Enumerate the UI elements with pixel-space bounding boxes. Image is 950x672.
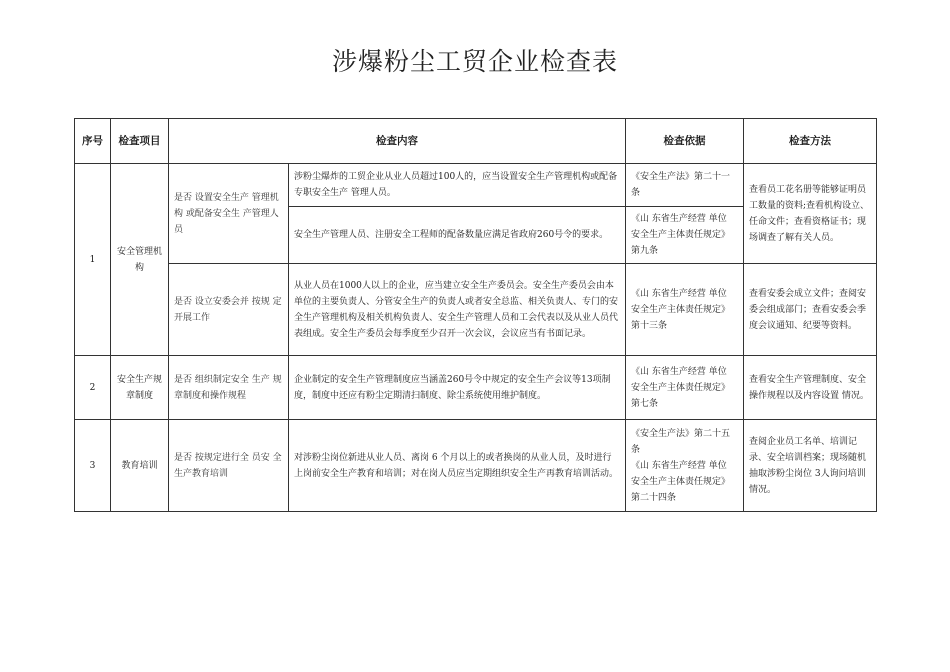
header-content: 检查内容	[169, 119, 626, 164]
check-content: 对涉粉尘岗位新进从业人员、离岗 6 个月以上的或者换岗的从业人员，及时进行上岗前安全生产教育和培训；对在岗人员应当定期组织安全生产再教育培训活动。	[289, 420, 626, 512]
check-content: 从业人员在1000人以上的企业，应当建立安全生产委员会。安全生产委员会由本单位的主要负责人、分管安全生产的负责人或者安全总监、相关负责人、专门的安全生产管理机构及相关机构负责人、安全生产管理人员和工会代表以及从业人员代表组成。安全生产委员会每季度至少召开一次会议，会议应当有书面记录。	[289, 264, 626, 356]
table-header-row	[75, 119, 877, 164]
check-basis: 《安全生产法》第二十五条	[631, 428, 731, 455]
inspection-table	[74, 118, 877, 512]
table-row	[75, 420, 877, 512]
header-basis: 检查依据	[626, 119, 744, 164]
check-item: 安全生产规章制度	[111, 356, 169, 420]
header-no: 序号	[75, 119, 111, 164]
sub-item-label: 是否 按规定进行全 员安 全生产教育培训	[169, 420, 289, 512]
row-number: 2	[75, 356, 111, 420]
check-basis: 《山 东省生产经营 单位 安全生产主体责任规定》 第九条	[626, 207, 744, 264]
check-item: 教育培训	[111, 420, 169, 512]
check-basis: 《山 东省生产经营 单位 安全生产主体责任规定》 第二十四条	[631, 460, 731, 503]
row-number: 3	[75, 420, 111, 512]
header-method: 检查方法	[744, 119, 877, 164]
check-method: 查看员工花名册等能够证明员工数量的资料;查看机构设立、任命文件；查看资格证书；现场调查了解有关人员。	[744, 164, 877, 264]
document-title: 涉爆粉尘工贸企业检查表	[331, 47, 618, 76]
sub-item-label: 是否 设置安全生产 管理机构 或配备安全生 产管理人员	[169, 164, 289, 264]
check-basis: 《山 东省生产经营 单位 安全生产主体责任规定》 第七条	[626, 356, 744, 420]
check-basis-cell	[626, 420, 744, 512]
check-item: 安全管理机构	[111, 164, 169, 356]
table-row	[75, 356, 877, 420]
check-basis: 《山 东省生产经营 单位 安全生产主体责任规定》 第十三条	[626, 264, 744, 356]
check-content: 涉粉尘爆炸的工贸企业从业人员超过100人的，应当设置安全生产管理机构或配备专职安全生产 管理人员。	[289, 164, 626, 207]
check-basis: 《安全生产法》第二十一条	[626, 164, 744, 207]
header-item: 检查项目	[111, 119, 169, 164]
sub-item-label: 是否 设立安委会并 按规 定开展工作	[169, 264, 289, 356]
check-content: 企业制定的安全生产管理制度应当涵盖260号令中规定的安全生产会议等13项制度，制度中还应有粉尘定期清扫制度、除尘系统使用维护制度。	[289, 356, 626, 420]
table-row	[75, 264, 877, 356]
row-number: 1	[75, 164, 111, 356]
check-method: 查看安全生产管理制度、安全操作规程以及内容设置 情况。	[744, 356, 877, 420]
table-row	[75, 164, 877, 207]
check-content: 安全生产管理人员、注册安全工程师的配备数量应满足省政府260号令的要求。	[289, 207, 626, 264]
check-method: 查阅企业员工名单、培训记录、安全培训档案；现场随机抽取涉粉尘岗位 3人询问培训情况。	[744, 420, 877, 512]
sub-item-label: 是否 组织制定安全 生产 规章制度和操作规程	[169, 356, 289, 420]
check-method: 查看安委会成立文件；查阅安委会组成部门；查看安委会季度会议通知、纪要等资料。	[744, 264, 877, 356]
